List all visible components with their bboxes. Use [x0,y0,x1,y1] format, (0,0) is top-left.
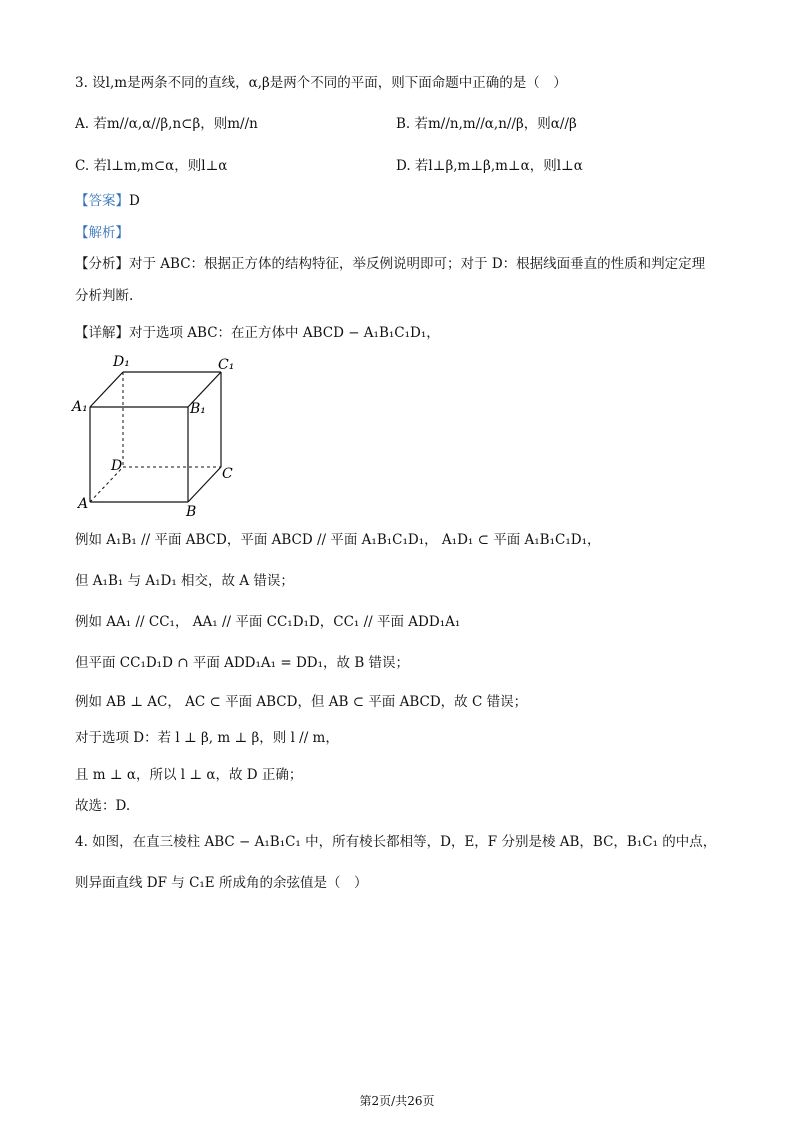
q3-option-c: C. 若l⊥m,m⊂α，则l⊥α [75,158,228,174]
solution-line-4: 但平面 CC₁D₁D ∩ 平面 ADD₁A₁ = DD₁，故 B 错误； [75,655,410,671]
label-d: D [111,458,123,474]
xiangjie-tag: 【详解】 [75,325,129,341]
q3-option-d: D. 若l⊥β,m⊥β,m⊥α，则l⊥α [396,158,583,174]
fenxi-line1: 对于 ABC：根据正方体的结构特征，举反例说明即可；对于 D：根据线面垂直的性质和判定定理 [129,256,706,272]
analysis-row [75,223,129,243]
xiangjie-intro: 对于选项 ABC：在正方体中 ABCD − A₁B₁C₁D₁， [129,325,440,341]
q4-line-2: 则异面直线 DF 与 C₁E 所成角的余弦值是（ ） [75,875,368,891]
solution-line-6: 对于选项 D：若 l ⊥ β, m ⊥ β，则 l // m， [75,730,339,746]
fenxi-tag: 【分析】 [75,256,129,272]
label-c: C [222,466,233,482]
q3-option-b: B. 若m//n,m//α,n//β，则α//β [396,116,577,132]
solution-line-5: 例如 AB ⊥ AC， AC ⊂ 平面 ABCD，但 AB ⊂ 平面 ABCD，故 C 错误； [75,694,528,710]
solution-line-2: 但 A₁B₁ 与 A₁D₁ 相交，故 A 错误； [75,573,294,589]
answer-tag: 【答案】 [75,193,129,209]
label-d1: D₁ [113,354,130,370]
analysis-tag: 【解析】 [75,225,129,241]
label-a1: A₁ [72,399,88,415]
page-footer: 第2页/共26页 [359,1094,435,1108]
label-c1: C₁ [218,357,235,373]
fenxi-row [75,254,705,274]
solution-line-3: 例如 AA₁ // CC₁， AA₁ // 平面 CC₁D₁D，CC₁ // 平面 ADD₁A₁ [75,614,461,630]
answer-value: D [129,193,140,209]
edge-a1-d1 [90,372,123,407]
solution-line-8: 故选：D. [75,798,131,814]
xiangjie-row [75,323,440,343]
q4-line-1: 4. 如图，在直三棱柱 ABC − A₁B₁C₁ 中，所有棱长都相等，D，E，F 分别是棱 AB，BC，B₁C₁ 的中点， [75,834,717,850]
label-b: B [186,504,197,520]
answer-row [75,191,140,211]
solution-line-1: 例如 A₁B₁ // 平面 ABCD，平面 ABCD // 平面 A₁B₁C₁D₁， A₁D₁ ⊂ 平面 A₁B₁C₁D₁， [75,532,601,548]
fenxi-line2: 分析判断. [75,288,134,304]
q3-option-a: A. 若m//α,α//β,n⊂β，则m//n [75,116,258,132]
label-a: A [78,496,89,512]
q3-stem: 3. 设l,m是两条不同的直线，α,β是两个不同的平面，则下面命题中正确的是（ ） [75,75,567,91]
edge-b-c [188,467,221,502]
cube-figure [70,350,240,520]
label-b1: B₁ [190,401,206,417]
solution-line-7: 且 m ⊥ α，所以 l ⊥ α，故 D 正确； [75,767,303,783]
